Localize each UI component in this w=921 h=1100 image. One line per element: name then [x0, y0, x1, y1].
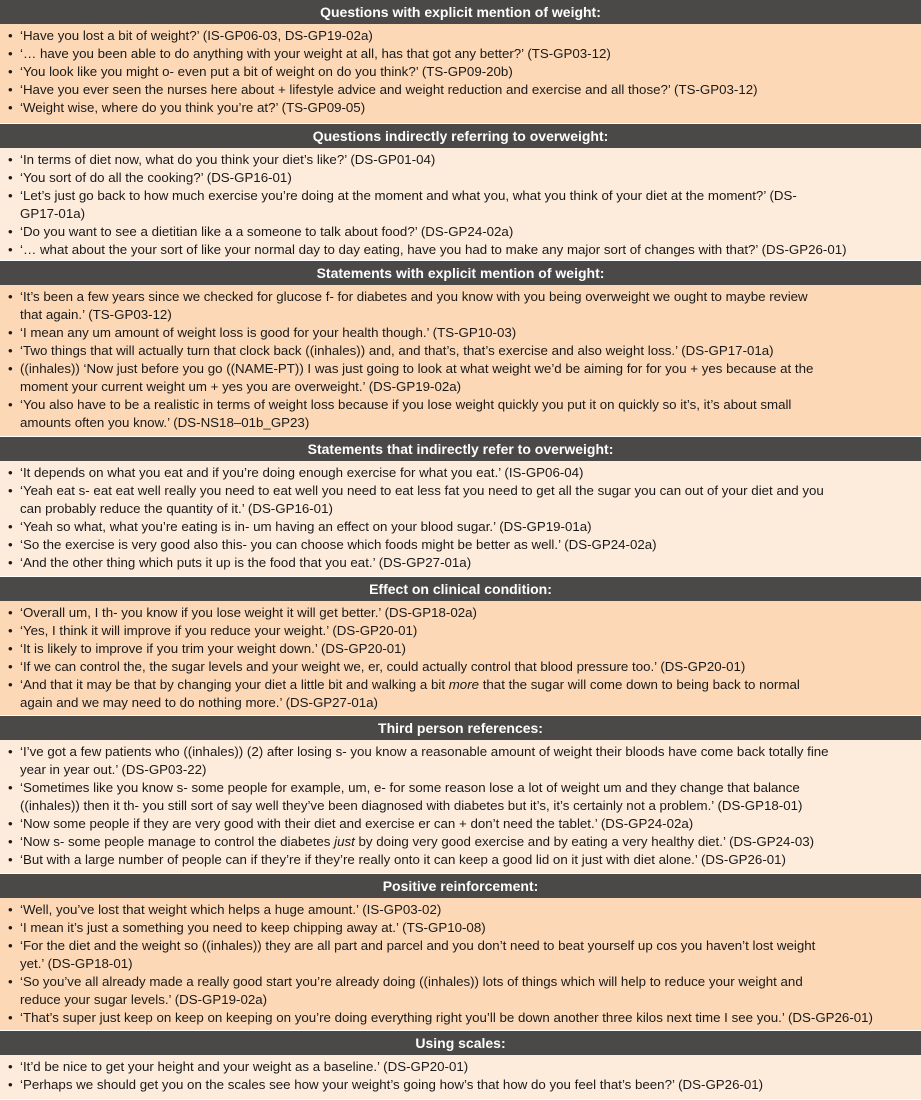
quote-line: ‘It’s been a few years since we checked for glucose f- for diabetes and you know with you being overweight we ought to maybe review: [20, 289, 808, 304]
section-title: Questions indirectly referring to overweight:: [0, 124, 921, 148]
section-4: [0, 577, 921, 716]
quote-line: ‘You look like you might o- even put a bit of weight on do you think?’ (TS-GP09-20b): [20, 64, 513, 79]
section-body: [0, 285, 921, 437]
bullet: •: [8, 64, 13, 79]
bullet: •: [8, 902, 13, 917]
bullet: •: [8, 289, 13, 304]
quote-line: ‘I’ve got a few patients who ((inhales)) (2) after losing s- you know a reasonable amount of weight their bloods have come back totally fine: [20, 744, 829, 759]
bullet: •: [8, 519, 13, 534]
quote-line: moment your current weight um + yes you are overweight.’ (DS-GP19-02a): [20, 379, 462, 394]
quote-line: ‘So the exercise is very good also this- you can choose which foods might be better as well.’ (DS-GP24-02a): [20, 537, 657, 552]
bullet: •: [8, 152, 13, 167]
bullet: •: [8, 834, 13, 849]
quote-line: ‘It depends on what you eat and if you’re doing enough exercise for what you eat.’ (IS-GP06-04): [20, 465, 584, 480]
quote-line: amounts often you know.’ (DS-NS18–01b_GP23): [20, 415, 310, 430]
bullet: •: [8, 974, 13, 989]
quote-line: ‘And the other thing which puts it up is the food that you eat.’ (DS-GP27-01a): [20, 555, 472, 570]
bullet: •: [8, 343, 13, 358]
quote-item: [8, 919, 913, 937]
bullet: •: [8, 100, 13, 115]
quote-line: ‘So you’ve all already made a really good start you’re already doing ((inhales)) lots of things which will help to reduce your weight and: [20, 974, 803, 989]
quote-item: [8, 81, 913, 99]
bullet: •: [8, 852, 13, 867]
quote-item: [8, 396, 913, 432]
bullet: •: [8, 361, 13, 376]
section-6: [0, 874, 921, 1031]
quote-item: [8, 815, 913, 833]
bullet: •: [8, 641, 13, 656]
quote-line: ‘… have you been able to do anything with your weight at all, has that got any better?’ (TS-GP03-12): [20, 46, 611, 61]
quote-item: [8, 604, 913, 622]
quote-line: ‘You sort of do all the cooking?’ (DS-GP16-01): [20, 170, 292, 185]
quote-item: [8, 169, 913, 187]
quote-line: [20, 676, 913, 694]
quote-line: can probably reduce the quantity of it.’ (DS-GP16-01): [20, 501, 333, 516]
quote-line: ‘Overall um, I th- you know if you lose weight it will get better.’ (DS-GP18-02a): [20, 605, 477, 620]
quote-item: [8, 554, 913, 572]
bullet: •: [8, 242, 13, 257]
section-body: [0, 898, 921, 1031]
quote-line: ((inhales)) ‘Now just before you go ((NAME-PT)) I was just going to look at what weight we’d be aiming for for you + yes because at the: [20, 361, 814, 376]
quote-item: [8, 360, 913, 396]
quote-line: ‘Yeah so what, what you’re eating is in- um having an effect on your blood sugar.’ (DS-GP19-01a): [20, 519, 592, 534]
bullet: •: [8, 659, 13, 674]
quote-line: ‘Have you ever seen the nurses here about + lifestyle advice and weight reduction and exercise and all those?’ (TS-GP03-12): [20, 82, 758, 97]
bullet: •: [8, 1059, 13, 1074]
quote-item: [8, 1058, 913, 1076]
bullet: •: [8, 325, 13, 340]
quote-line: ‘Weight wise, where do you think you’re at?’ (TS-GP09-05): [20, 100, 366, 115]
section-body: [0, 1055, 921, 1100]
quote-item: [8, 187, 913, 223]
section-body: [0, 461, 921, 577]
bullet: •: [8, 555, 13, 570]
quote-item: [8, 536, 913, 554]
bullet: •: [8, 46, 13, 61]
quote-line: ‘In terms of diet now, what do you think your diet’s like?’ (DS-GP01-04): [20, 152, 436, 167]
quote-item: [8, 833, 913, 851]
bullet: •: [8, 465, 13, 480]
quote-line: ‘I mean it’s just a something you need to keep chipping away at.’ (TS-GP10-08): [20, 920, 486, 935]
bullet: •: [8, 920, 13, 935]
bullet: •: [8, 397, 13, 412]
section-title: Using scales:: [0, 1031, 921, 1055]
quote-line: ‘Two things that will actually turn that clock back ((inhales)) and, and that’s, that’s exercise and also weight loss.’ (DS-GP17-01a): [20, 343, 774, 358]
quote-item: [8, 676, 913, 712]
quote-line: ‘Do you want to see a dietitian like a a someone to talk about food?’ (DS-GP24-02a): [20, 224, 514, 239]
section-body: [0, 740, 921, 874]
quote-line: ‘Yes, I think it will improve if you reduce your weight.’ (DS-GP20-01): [20, 623, 418, 638]
quote-line: ‘You also have to be a realistic in terms of weight loss because if you lose weight quickly you put it on quickly so it’s, it’s about small: [20, 397, 792, 412]
quote-item: [8, 63, 913, 81]
quote-item: [8, 518, 913, 536]
section-2: [0, 261, 921, 437]
quote-line: GP17-01a): [20, 206, 86, 221]
quote-item: [8, 151, 913, 169]
quote-line: ‘Now some people if they are very good with their diet and exercise er can + don’t need the tablet.’ (DS-GP24-02a): [20, 816, 694, 831]
quote-line: reduce your sugar levels.’ (DS-GP19-02a): [20, 992, 268, 1007]
section-title: Third person references:: [0, 716, 921, 740]
quote-line: year in year out.’ (DS-GP03-22): [20, 762, 207, 777]
quote-line: ‘Sometimes like you know s- some people for example, um, e- for some reason lose a lot of weight um and they change that balance: [20, 780, 800, 795]
section-title: Effect on clinical condition:: [0, 577, 921, 601]
bullet: •: [8, 537, 13, 552]
quote-line: [20, 833, 913, 851]
bullet: •: [8, 224, 13, 239]
section-7: [0, 1031, 921, 1100]
section-body: [0, 24, 921, 124]
quote-item: [8, 937, 913, 973]
quote-line: that again.’ (TS-GP03-12): [20, 307, 172, 322]
bullet: •: [8, 1010, 13, 1025]
quote-emphasis: more: [448, 677, 480, 692]
bullet: •: [8, 938, 13, 953]
quote-item: [8, 99, 913, 117]
bullet: •: [8, 816, 13, 831]
bullet: •: [8, 188, 13, 203]
quote-emphasis: just: [334, 834, 355, 849]
bullet: •: [8, 1077, 13, 1092]
quote-item: [8, 1076, 913, 1094]
quote-item: [8, 622, 913, 640]
quote-item: [8, 241, 913, 259]
section-title: Statements that indirectly refer to overweight:: [0, 437, 921, 461]
bullet: •: [8, 170, 13, 185]
bullet: •: [8, 605, 13, 620]
quote-line: ‘It’d be nice to get your height and your weight as a baseline.’ (DS-GP20-01): [20, 1059, 469, 1074]
quote-line: ((inhales)) then it th- you still sort of say well they’ve been diagnosed with diabetes but it’s, it’s certainly not a problem.’ (DS-GP18-01): [20, 798, 803, 813]
section-3: [0, 437, 921, 577]
quote-line: ‘Perhaps we should get you on the scales see how your weight’s going how’s that how do you feel that’s been?’ (DS-GP26-01): [20, 1077, 764, 1092]
section-5: [0, 716, 921, 874]
quote-line: ‘It is likely to improve if you trim your weight down.’ (DS-GP20-01): [20, 641, 406, 656]
quote-text: that the sugar will come down to being back to normal: [479, 677, 800, 692]
quote-item: [8, 288, 913, 324]
quote-line: ‘But with a large number of people can if they’re if they’re really onto it can keep a good lid on it just with diet alone.’ (DS-GP26-01): [20, 852, 786, 867]
quote-item: [8, 743, 913, 779]
quote-item: [8, 342, 913, 360]
quote-line: ‘Yeah eat s- eat eat well really you need to eat well you need to eat less fat you need to get all the sugar you can out of your diet and you: [20, 483, 824, 498]
section-body: [0, 148, 921, 261]
quote-line: yet.’ (DS-GP18-01): [20, 956, 133, 971]
section-title: Positive reinforcement:: [0, 874, 921, 898]
bullet: •: [8, 82, 13, 97]
quote-item: [8, 901, 913, 919]
quote-line: ‘Have you lost a bit of weight?’ (IS-GP06-03, DS-GP19-02a): [20, 28, 373, 43]
bullet: •: [8, 780, 13, 795]
quote-text: ‘Now s- some people manage to control the diabetes: [20, 834, 335, 849]
quote-line: ‘For the diet and the weight so ((inhales)) they are all part and parcel and you don’t need to beat yourself up cos you haven’t lost weight: [20, 938, 816, 953]
quote-line: ‘… what about the your sort of like your normal day to day eating, have you had to make any major sort of changes with that?’ (DS-GP26-01): [20, 242, 847, 257]
quote-line: again and we may need to do nothing more.’ (DS-GP27-01a): [20, 695, 378, 710]
quote-item: [8, 973, 913, 1009]
quote-item: [8, 464, 913, 482]
bullet: •: [8, 28, 13, 43]
quote-line: ‘I mean any um amount of weight loss is good for your health though.’ (TS-GP10-03): [20, 325, 517, 340]
section-title: Questions with explicit mention of weight:: [0, 0, 921, 24]
bullet: •: [8, 483, 13, 498]
quote-item: [8, 27, 913, 45]
quote-item: [8, 851, 913, 869]
quote-item: [8, 223, 913, 241]
quote-line: ‘Well, you’ve lost that weight which helps a huge amount.’ (IS-GP03-02): [20, 902, 442, 917]
section-1: [0, 124, 921, 261]
bullet: •: [8, 623, 13, 638]
quote-text: by doing very good exercise and by eating a very healthy diet.’ (DS-GP24-03): [354, 834, 815, 849]
quote-line: ‘That’s super just keep on keep on keeping on you’re doing everything right you’ll be down another three kilos next time I see you.’ (DS-GP26-01): [20, 1010, 873, 1025]
quote-item: [8, 779, 913, 815]
quote-item: [8, 45, 913, 63]
bullet: •: [8, 744, 13, 759]
quote-item: [8, 658, 913, 676]
section-body: [0, 601, 921, 716]
bullet: •: [8, 677, 13, 692]
quote-line: ‘If we can control the, the sugar levels and your weight we, er, could actually control that blood pressure too.’ (DS-GP20-01): [20, 659, 746, 674]
quote-item: [8, 1009, 913, 1027]
quote-line: ‘Let’s just go back to how much exercise you’re doing at the moment and what you, what you think of your diet at the moment?’ (DS-: [20, 188, 797, 203]
section-0: [0, 0, 921, 124]
quote-item: [8, 640, 913, 658]
quote-text: ‘And that it may be that by changing your diet a little bit and walking a bit: [20, 677, 449, 692]
section-title: Statements with explicit mention of weight:: [0, 261, 921, 285]
quote-item: [8, 482, 913, 518]
quote-item: [8, 324, 913, 342]
